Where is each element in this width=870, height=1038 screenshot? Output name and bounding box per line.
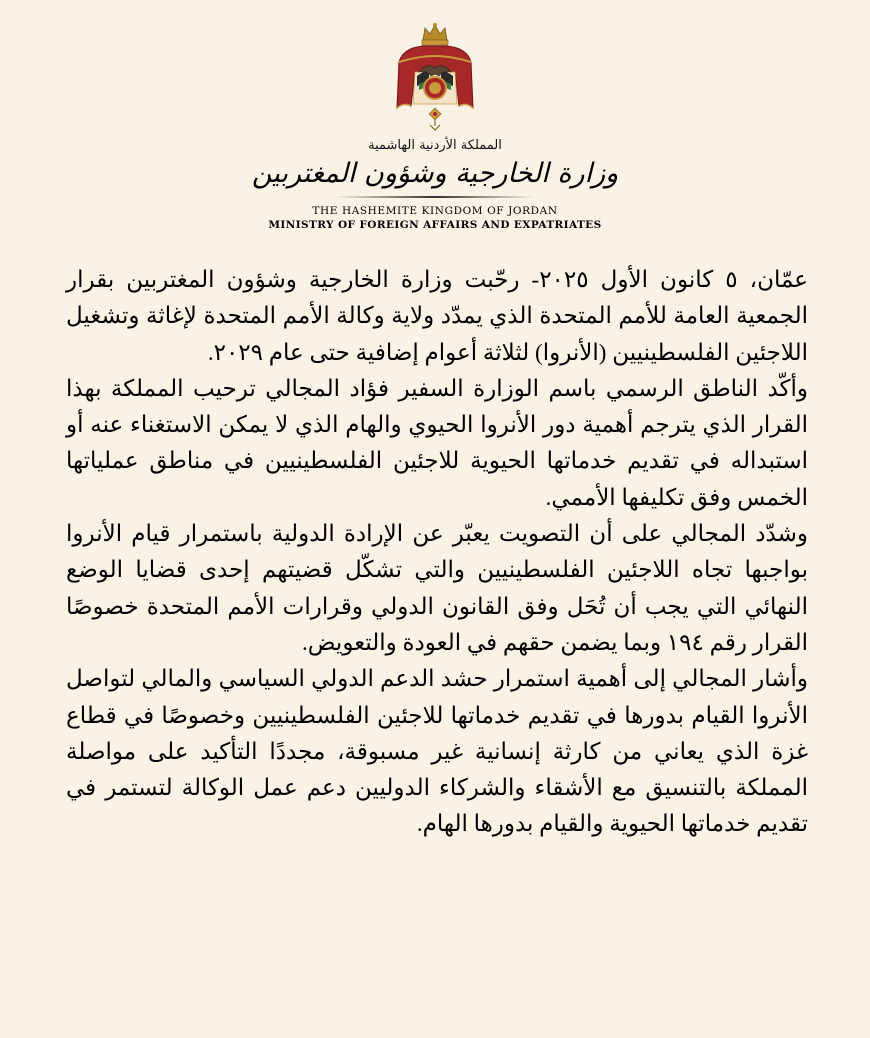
paragraph-vote: وشدّد المجالي على أن التصويت يعبّر عن الإرادة الدولية باستمرار قيام الأنروا بواجبها تجاه اللاجئين الفلسطينيين والتي تشكّل قضيتهم إحدى قضايا الوضع النهائي التي يجب أن تُحَل وفق القانون الدولي وقرارات الأمم المتحدة خصوصًا القرار رقم ١٩٤ وبما يضمن حقهم في العودة والتعويض. [66, 521, 808, 655]
paragraph-welcome: عمّان، ٥ كانون الأول ٢٠٢٥- رحّبت وزارة الخارجية وشؤون المغتربين بقرار الجمعية العامة للأمم المتحدة الذي يمدّد ولاية وكالة الأمم المتحدة لإغاثة وتشغيل اللاجئين الفلسطينيين (الأنروا) لثلاثة أعوام إضافية حتى عام ٢٠٢٩. [66, 267, 809, 365]
paragraph-spokesperson: وأكّد الناطق الرسمي باسم الوزارة السفير فؤاد المجالي ترحيب المملكة بهذا القرار الذي يترجم أهمية دور الأنروا الحيوي والهام الذي لا يمكن الاستغناء عنه أو استبداله في تقديم خدماتها الحيوية للاجئين الفلسطينيين في مناطق عملياتها الخمس وفق تكليفها الأممي. [66, 375, 808, 510]
statement-body [66, 262, 808, 843]
english-ministry-title: MINISTRY OF FOREIGN AFFAIRS AND EXPATRIATES [268, 219, 602, 231]
letterhead [0, 22, 870, 232]
arabic-ministry-title: وزارة الخارجية وشؤون المغتربين [251, 158, 619, 189]
arabic-kingdom-title: المملكة الأردنية الهاشمية [368, 138, 502, 153]
paragraph-support: وأشار المجالي إلى أهمية استمرار حشد الدعم الدولي السياسي والمالي لتواصل الأنروا القيام بدورها في تقديم خدماتها للاجئين الفلسطينيين وخصوصًا في قطاع غزة الذي يعاني من كارثة إنسانية غير مسبوقة، مجددًا التأكيد على مواصلة المملكة بالتنسيق مع الأشقاء والشركاء الدوليين دعم عمل الوكالة لتستمر في تقديم خدماتها الحيوية والقيام بدورها الهام. [66, 666, 808, 837]
letterhead-divider [335, 196, 535, 198]
english-kingdom-title: THE HASHEMITE KINGDOM OF JORDAN [312, 205, 558, 217]
coat-of-arms-icon [389, 22, 481, 132]
